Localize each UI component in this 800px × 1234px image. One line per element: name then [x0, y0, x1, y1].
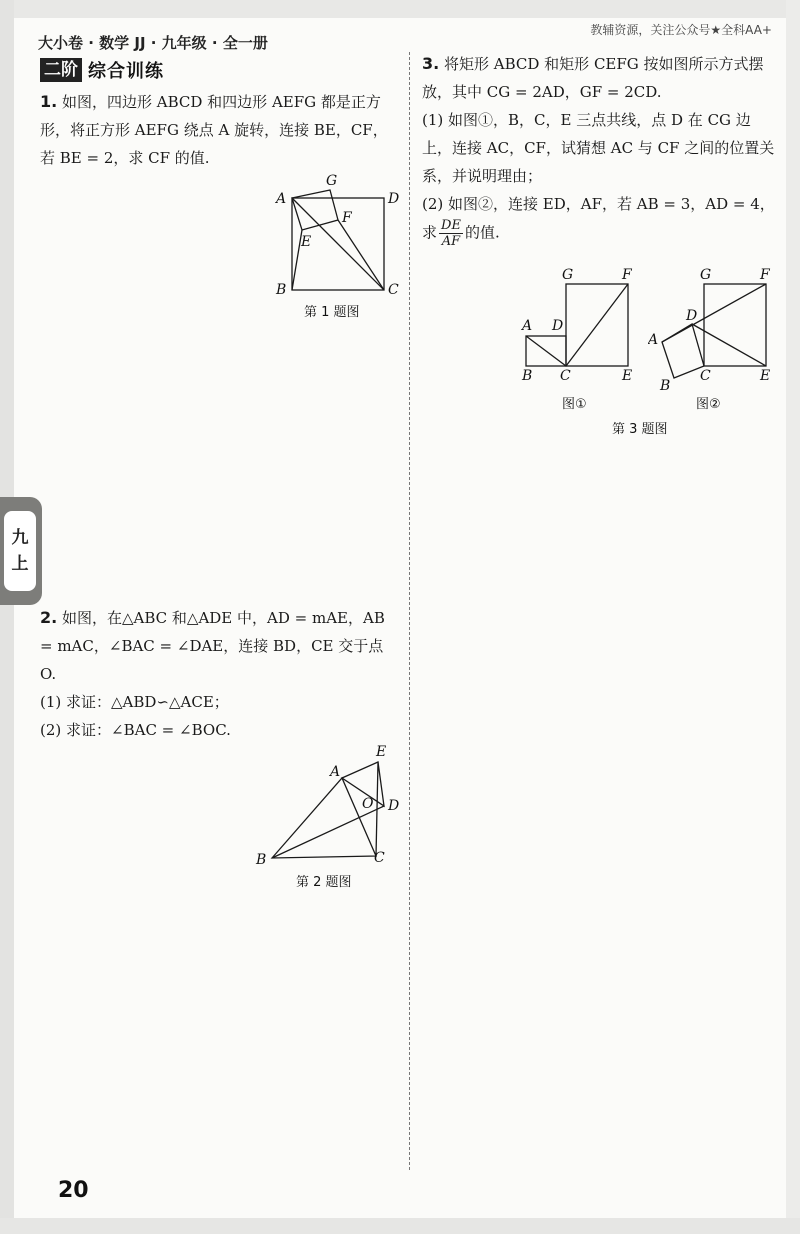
question-part-1: (1) 求证：△ABD∽△ACE； [40, 693, 229, 711]
grade-side-line-2: 上 [11, 554, 29, 574]
segment-af [662, 284, 766, 342]
section-heading [40, 58, 164, 82]
label-b: B [522, 368, 533, 384]
figure-1-caption: 第 1 题图 [304, 305, 360, 320]
promo-text: 教辅资源，关注公众号★全科AA+ [590, 23, 772, 37]
label-e: E [301, 234, 312, 250]
question-text: 将矩形 ABCD 和矩形 CEFG 按如图所示方式摆放，其中 CG = 2AD，GF = 2CD. [422, 55, 764, 101]
label-d: D [686, 308, 698, 324]
label-a: A [276, 191, 287, 207]
fraction-denominator: AF [441, 234, 461, 249]
label-g: G [562, 267, 574, 283]
fraction-de-af [439, 218, 463, 249]
question-part-2-end: 的值. [464, 223, 500, 242]
label-f: F [622, 267, 632, 283]
label-c: C [374, 850, 385, 866]
fraction-numerator: DE [441, 218, 461, 233]
label-c: C [700, 368, 711, 384]
page-top-edge [0, 0, 800, 18]
label-e: E [622, 368, 633, 384]
figure-2 [250, 738, 410, 894]
label-d: D [552, 318, 564, 334]
segment-de [692, 324, 766, 366]
figure-3-1-caption: 图① [562, 397, 587, 412]
label-g: G [700, 267, 712, 283]
label-a: A [648, 332, 659, 348]
label-a: A [522, 318, 533, 334]
question-part-2 [422, 190, 777, 249]
label-a: A [330, 764, 341, 780]
label-f: F [342, 210, 352, 226]
column-divider [409, 52, 410, 1170]
label-e: E [760, 368, 771, 384]
question-text: 如图，四边形 ABCD 和四边形 AEFG 都是正方形，将正方形 AEFG 绕点 A 旋转，连接 BE，CF，若 BE = 2，求 CF 的值. [40, 93, 388, 167]
figure-3-2 [648, 264, 778, 414]
label-g: G [326, 173, 338, 189]
grade-side-tab [0, 497, 42, 605]
label-c: C [388, 282, 399, 298]
segment-cf [338, 220, 384, 290]
segment-ac [526, 336, 566, 366]
label-b: B [276, 282, 287, 298]
label-c: C [560, 368, 571, 384]
label-d: D [388, 191, 400, 207]
question-part-1: (1) 如图①，B，C，E 三点共线，点 D 在 CG 边上，连接 AC，CF，试猜想 AC 与 CF 之间的位置关系，并说明理由； [422, 111, 775, 185]
label-d: D [388, 798, 400, 814]
question-1 [40, 88, 400, 172]
figure-3-1 [516, 264, 644, 414]
rectangle-abcd [662, 324, 704, 378]
label-f: F [760, 267, 770, 283]
figure-2-caption: 第 2 题图 [296, 875, 352, 890]
grade-side-line-1: 九 [11, 528, 29, 548]
page-bottom-edge [0, 1218, 800, 1234]
question-number: 1. [40, 92, 58, 111]
page-left-edge [0, 0, 14, 1234]
section-title: 综合训练 [88, 61, 164, 82]
question-part-2-text: (2) 如图②，连接 ED，AF，若 AB = 3，AD = 4，求 [422, 195, 775, 242]
section-badge: 二阶 [40, 58, 82, 82]
question-3 [422, 50, 777, 249]
page-right-edge [786, 0, 800, 1234]
question-number: 3. [422, 54, 440, 73]
square-aefg [292, 190, 338, 230]
label-e: E [376, 744, 387, 760]
grade-side-label [4, 511, 36, 591]
label-b: B [256, 852, 267, 868]
label-o: O [362, 796, 374, 812]
segment-bd [272, 806, 384, 858]
label-b: B [660, 378, 671, 394]
question-2 [40, 604, 400, 744]
question-part-2: (2) 求证：∠BAC = ∠BOC. [40, 721, 231, 739]
figure-3-2-caption: 图② [696, 397, 721, 412]
figure-3-caption: 第 3 题图 [612, 422, 668, 437]
segment-cf [566, 284, 628, 366]
rectangle-cefg [704, 284, 766, 366]
page-number: 20 [58, 1178, 89, 1203]
question-text: 如图，在△ABC 和△ADE 中，AD = mAE，AB = mAC，∠BAC = ∠DAE，连接 BD，CE 交于点 O. [40, 609, 385, 683]
book-title: 大小卷 · 数学 JJ · 九年级 · 全一册 [38, 34, 268, 52]
figure-1 [268, 172, 408, 322]
question-number: 2. [40, 608, 58, 627]
